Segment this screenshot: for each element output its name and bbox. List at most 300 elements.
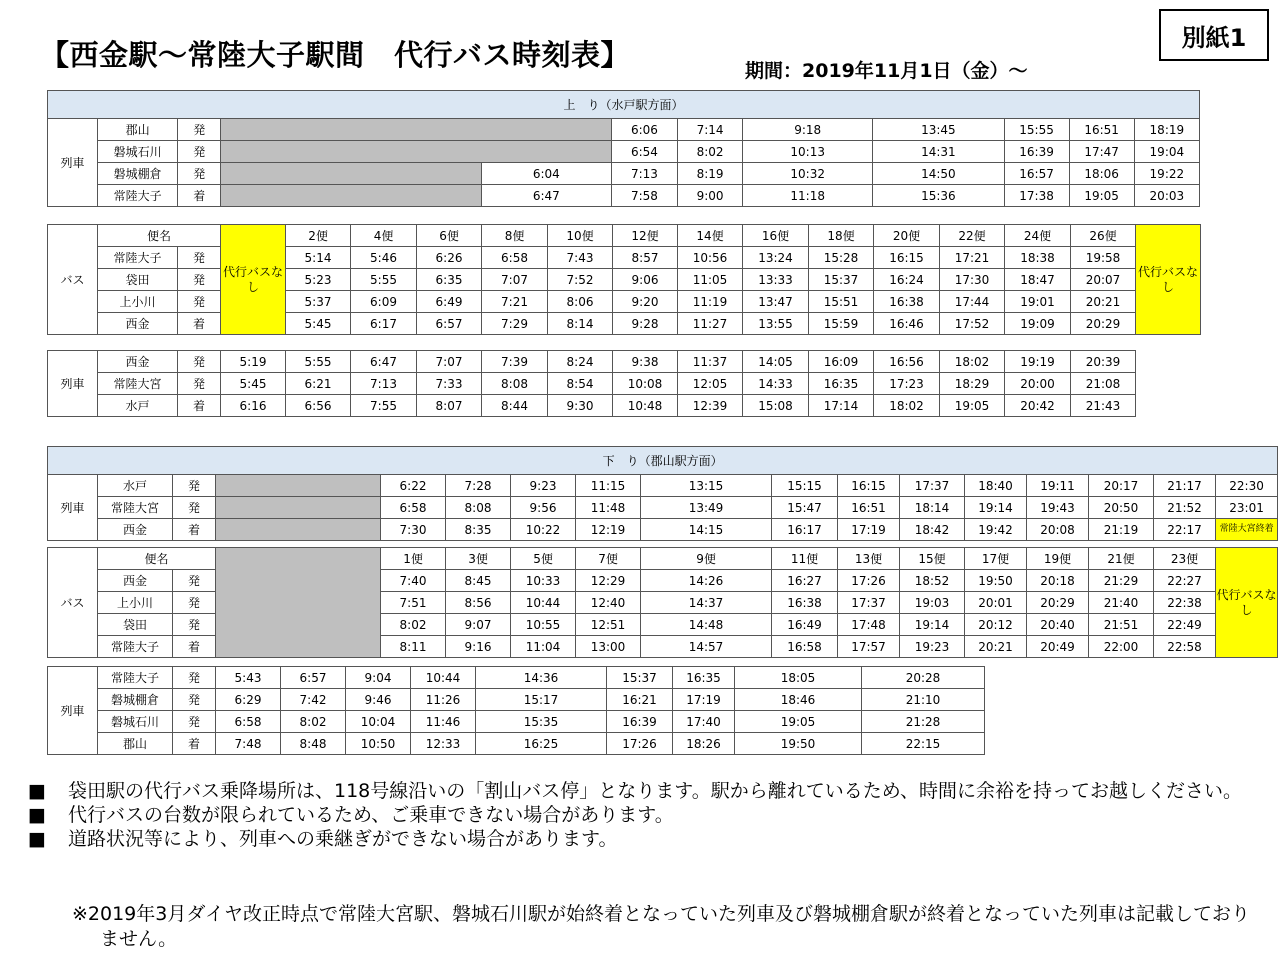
station-name: 西金 xyxy=(98,351,178,373)
time-cell: 16:39 xyxy=(607,711,673,733)
time-cell: 20:00 xyxy=(1005,373,1071,395)
time-cell: 14:50 xyxy=(873,163,1004,185)
time-cell: 12:39 xyxy=(678,395,743,417)
time-cell: 6:17 xyxy=(351,313,417,335)
time-cell: 6:58 xyxy=(482,247,548,269)
bin-number: 18便 xyxy=(809,225,874,247)
time-cell: 7:07 xyxy=(417,351,482,373)
note-text: 袋田駅の代行バス乗降場所は、118号線沿いの「割山バス停」となります。駅から離れているため、時間に余裕を持ってお越しください。 xyxy=(68,780,1242,802)
up-train-table-1 xyxy=(47,90,1200,207)
time-cell: 10:13 xyxy=(743,141,873,163)
row-group-label: バス xyxy=(48,548,98,658)
time-cell: 17:19 xyxy=(838,519,900,541)
time-cell: 16:51 xyxy=(1069,119,1134,141)
time-cell: 22:15 xyxy=(862,733,985,755)
time-cell: 7:40 xyxy=(381,570,446,592)
time-cell: 8:02 xyxy=(281,711,346,733)
time-cell: 16:35 xyxy=(673,667,735,689)
period-text: 期間：2019年11月1日（金）～ xyxy=(745,60,1028,82)
bin-number: 16便 xyxy=(743,225,809,247)
up-bus-table xyxy=(47,224,1201,335)
time-cell: 7:58 xyxy=(611,185,677,207)
dep-arr-marker: 発 xyxy=(178,163,221,185)
dep-arr-marker: 発 xyxy=(178,247,221,269)
station-name: 常陸大子 xyxy=(98,247,178,269)
time-cell: 16:25 xyxy=(476,733,607,755)
time-cell: 17:21 xyxy=(940,247,1005,269)
time-cell: 20:01 xyxy=(965,592,1027,614)
time-cell: 12:40 xyxy=(576,592,641,614)
station-name: 西金 xyxy=(98,313,178,335)
time-cell: 14:05 xyxy=(743,351,809,373)
time-cell: 21:43 xyxy=(1071,395,1136,417)
station-name: 常陸大子 xyxy=(98,667,173,689)
time-cell: 15:28 xyxy=(809,247,874,269)
dep-arr-marker: 着 xyxy=(173,519,216,541)
time-cell: 7:51 xyxy=(381,592,446,614)
time-cell: 8:14 xyxy=(548,313,613,335)
station-name: 郡山 xyxy=(98,733,173,755)
bin-number: 17便 xyxy=(965,548,1027,570)
bin-number: 19便 xyxy=(1027,548,1089,570)
time-cell: 7:07 xyxy=(482,269,548,291)
bin-label: 便名 xyxy=(98,225,221,247)
station-name: 上小川 xyxy=(98,291,178,313)
attachment-label: 別紙1 xyxy=(1159,9,1269,61)
note-text: 代行バスの台数が限られているため、ご乗車できない場合があります。 xyxy=(68,804,674,826)
time-cell: 10:22 xyxy=(511,519,576,541)
bin-number: 14便 xyxy=(678,225,743,247)
time-cell: 7:52 xyxy=(548,269,613,291)
time-cell: 20:07 xyxy=(1071,269,1136,291)
time-cell: 13:33 xyxy=(743,269,809,291)
time-cell: 8:08 xyxy=(482,373,548,395)
time-cell: 13:49 xyxy=(641,497,772,519)
time-cell: 15:35 xyxy=(476,711,607,733)
time-cell: 10:56 xyxy=(678,247,743,269)
time-cell: 19:14 xyxy=(965,497,1027,519)
time-cell: 13:15 xyxy=(641,475,772,497)
time-cell: 7:55 xyxy=(351,395,417,417)
time-cell: 6:49 xyxy=(417,291,482,313)
bin-label: 便名 xyxy=(98,548,216,570)
time-cell: 19:14 xyxy=(900,614,965,636)
station-name: 上小川 xyxy=(98,592,173,614)
time-cell: 15:59 xyxy=(809,313,874,335)
time-cell: 22:49 xyxy=(1154,614,1216,636)
time-cell: 7:42 xyxy=(281,689,346,711)
time-cell: 22:38 xyxy=(1154,592,1216,614)
time-cell: 5:55 xyxy=(351,269,417,291)
time-cell: 9:56 xyxy=(511,497,576,519)
time-cell: 18:38 xyxy=(1005,247,1071,269)
time-cell: 11:27 xyxy=(678,313,743,335)
time-cell: 18:05 xyxy=(735,667,862,689)
time-cell: 11:04 xyxy=(511,636,576,658)
time-cell: 20:21 xyxy=(1071,291,1136,313)
time-cell: 11:19 xyxy=(678,291,743,313)
time-cell: 16:17 xyxy=(772,519,838,541)
time-cell: 17:37 xyxy=(838,592,900,614)
terminates-note: 常陸大宮終着 xyxy=(1216,519,1278,541)
time-cell: 20:50 xyxy=(1089,497,1154,519)
time-cell: 13:55 xyxy=(743,313,809,335)
time-cell: 7:13 xyxy=(611,163,677,185)
bin-number: 12便 xyxy=(613,225,678,247)
down-train-table-2 xyxy=(47,666,985,755)
time-cell: 14:33 xyxy=(743,373,809,395)
time-cell: 19:23 xyxy=(900,636,965,658)
time-cell: 8:19 xyxy=(678,163,743,185)
time-cell: 18:47 xyxy=(1005,269,1071,291)
no-bus-cell: 代行バスなし xyxy=(1216,548,1278,658)
time-cell: 6:21 xyxy=(286,373,351,395)
time-cell: 17:52 xyxy=(940,313,1005,335)
time-cell: 21:29 xyxy=(1089,570,1154,592)
dep-arr-marker: 発 xyxy=(173,475,216,497)
time-cell: 20:17 xyxy=(1089,475,1154,497)
time-cell: 12:51 xyxy=(576,614,641,636)
time-cell: 16:27 xyxy=(772,570,838,592)
time-cell: 16:58 xyxy=(772,636,838,658)
time-cell: 9:16 xyxy=(446,636,511,658)
bin-number: 22便 xyxy=(940,225,1005,247)
time-cell: 13:24 xyxy=(743,247,809,269)
note-bullet: ■ xyxy=(28,780,46,802)
time-cell: 6:58 xyxy=(381,497,446,519)
note-item xyxy=(28,827,1248,851)
time-cell: 15:15 xyxy=(772,475,838,497)
no-service-cell xyxy=(221,141,612,163)
time-cell: 21:28 xyxy=(862,711,985,733)
time-cell: 21:51 xyxy=(1089,614,1154,636)
station-name: 郡山 xyxy=(98,119,178,141)
time-cell: 8:06 xyxy=(548,291,613,313)
time-cell: 6:09 xyxy=(351,291,417,313)
time-cell: 12:29 xyxy=(576,570,641,592)
time-cell: 15:55 xyxy=(1004,119,1069,141)
bin-number: 24便 xyxy=(1005,225,1071,247)
time-cell: 13:47 xyxy=(743,291,809,313)
down-bus-table xyxy=(47,547,1278,658)
time-cell: 8:08 xyxy=(446,497,511,519)
bin-number: 1便 xyxy=(381,548,446,570)
time-cell: 20:08 xyxy=(1027,519,1089,541)
time-cell: 9:07 xyxy=(446,614,511,636)
time-cell: 19:22 xyxy=(1134,163,1199,185)
time-cell: 6:54 xyxy=(611,141,677,163)
time-cell: 7:14 xyxy=(678,119,743,141)
time-cell: 17:26 xyxy=(607,733,673,755)
time-cell: 15:47 xyxy=(772,497,838,519)
no-service-cell xyxy=(216,475,381,497)
time-cell: 9:18 xyxy=(743,119,873,141)
note-bullet: ■ xyxy=(28,804,46,826)
dep-arr-marker: 発 xyxy=(173,667,216,689)
time-cell: 11:37 xyxy=(678,351,743,373)
time-cell: 16:51 xyxy=(838,497,900,519)
bin-number: 8便 xyxy=(482,225,548,247)
time-cell: 21:52 xyxy=(1154,497,1216,519)
row-group-label: 列車 xyxy=(48,667,98,755)
bin-number: 6便 xyxy=(417,225,482,247)
bin-number: 15便 xyxy=(900,548,965,570)
time-cell: 7:28 xyxy=(446,475,511,497)
time-cell: 22:00 xyxy=(1089,636,1154,658)
time-cell: 5:45 xyxy=(286,313,351,335)
note-bullet: ■ xyxy=(28,828,46,850)
time-cell: 6:56 xyxy=(286,395,351,417)
dep-arr-marker: 発 xyxy=(178,269,221,291)
time-cell: 17:23 xyxy=(874,373,940,395)
station-name: 水戸 xyxy=(98,475,173,497)
time-cell: 8:11 xyxy=(381,636,446,658)
time-cell: 10:48 xyxy=(613,395,678,417)
time-cell: 16:38 xyxy=(772,592,838,614)
bin-number: 10便 xyxy=(548,225,613,247)
time-cell: 6:35 xyxy=(417,269,482,291)
time-cell: 18:40 xyxy=(965,475,1027,497)
dep-arr-marker: 発 xyxy=(178,119,221,141)
time-cell: 9:00 xyxy=(678,185,743,207)
time-cell: 14:57 xyxy=(641,636,772,658)
time-cell: 10:44 xyxy=(511,592,576,614)
row-group-label: 列車 xyxy=(48,351,98,417)
no-bus-cell: 代行バスなし xyxy=(221,225,286,335)
station-name: 常陸大子 xyxy=(98,185,178,207)
time-cell: 17:14 xyxy=(809,395,874,417)
time-cell: 14:15 xyxy=(641,519,772,541)
time-cell: 6:47 xyxy=(351,351,417,373)
time-cell: 18:26 xyxy=(673,733,735,755)
time-cell: 7:48 xyxy=(216,733,281,755)
dep-arr-marker: 発 xyxy=(178,141,221,163)
note-item xyxy=(28,779,1248,803)
time-cell: 19:43 xyxy=(1027,497,1089,519)
time-cell: 14:26 xyxy=(641,570,772,592)
time-cell: 20:49 xyxy=(1027,636,1089,658)
station-name: 袋田 xyxy=(98,614,173,636)
time-cell: 19:05 xyxy=(735,711,862,733)
time-cell: 11:05 xyxy=(678,269,743,291)
time-cell: 16:56 xyxy=(874,351,940,373)
row-group-label: 列車 xyxy=(48,119,98,207)
dep-arr-marker: 着 xyxy=(178,185,221,207)
time-cell: 18:02 xyxy=(874,395,940,417)
no-service-cell xyxy=(221,185,481,207)
time-cell: 20:21 xyxy=(965,636,1027,658)
time-cell: 10:32 xyxy=(743,163,873,185)
bin-number: 5便 xyxy=(511,548,576,570)
time-cell: 11:26 xyxy=(411,689,476,711)
time-cell: 12:33 xyxy=(411,733,476,755)
time-cell: 6:58 xyxy=(216,711,281,733)
time-cell: 10:55 xyxy=(511,614,576,636)
time-cell: 16:15 xyxy=(838,475,900,497)
dep-arr-marker: 発 xyxy=(173,614,216,636)
time-cell: 15:37 xyxy=(809,269,874,291)
time-cell: 7:39 xyxy=(482,351,548,373)
time-cell: 16:57 xyxy=(1004,163,1069,185)
dep-arr-marker: 着 xyxy=(173,636,216,658)
time-cell: 9:38 xyxy=(613,351,678,373)
time-cell: 14:37 xyxy=(641,592,772,614)
time-cell: 20:29 xyxy=(1027,592,1089,614)
time-cell: 14:36 xyxy=(476,667,607,689)
page-title: 【西金駅～常陸大子駅間 代行バス時刻表】 xyxy=(40,38,631,72)
time-cell: 6:26 xyxy=(417,247,482,269)
dep-arr-marker: 発 xyxy=(173,711,216,733)
time-cell: 19:50 xyxy=(735,733,862,755)
notes-list xyxy=(28,779,1248,851)
time-cell: 13:45 xyxy=(873,119,1004,141)
time-cell: 5:23 xyxy=(286,269,351,291)
time-cell: 8:44 xyxy=(482,395,548,417)
time-cell: 8:54 xyxy=(548,373,613,395)
time-cell: 11:18 xyxy=(743,185,873,207)
time-cell: 19:05 xyxy=(940,395,1005,417)
bin-number: 21便 xyxy=(1089,548,1154,570)
station-name: 磐城棚倉 xyxy=(98,163,178,185)
time-cell: 20:40 xyxy=(1027,614,1089,636)
time-cell: 22:17 xyxy=(1154,519,1216,541)
time-cell: 6:06 xyxy=(611,119,677,141)
time-cell: 11:48 xyxy=(576,497,641,519)
time-cell: 14:48 xyxy=(641,614,772,636)
bin-number: 7便 xyxy=(576,548,641,570)
time-cell: 17:48 xyxy=(838,614,900,636)
up-train-table-2 xyxy=(47,350,1136,417)
time-cell: 9:20 xyxy=(613,291,678,313)
time-cell: 20:42 xyxy=(1005,395,1071,417)
time-cell: 17:57 xyxy=(838,636,900,658)
dep-arr-marker: 発 xyxy=(173,497,216,519)
time-cell: 20:03 xyxy=(1134,185,1199,207)
time-cell: 17:38 xyxy=(1004,185,1069,207)
time-cell: 12:05 xyxy=(678,373,743,395)
station-name: 常陸大宮 xyxy=(98,497,173,519)
dep-arr-marker: 着 xyxy=(178,395,221,417)
time-cell: 6:57 xyxy=(281,667,346,689)
time-cell: 21:40 xyxy=(1089,592,1154,614)
time-cell: 6:04 xyxy=(481,163,611,185)
time-cell: 7:13 xyxy=(351,373,417,395)
time-cell: 17:40 xyxy=(673,711,735,733)
time-cell: 17:19 xyxy=(673,689,735,711)
time-cell: 6:16 xyxy=(221,395,286,417)
time-cell: 19:05 xyxy=(1069,185,1134,207)
time-cell: 8:56 xyxy=(446,592,511,614)
bin-number: 13便 xyxy=(838,548,900,570)
time-cell: 10:04 xyxy=(346,711,411,733)
time-cell: 11:46 xyxy=(411,711,476,733)
time-cell: 7:21 xyxy=(482,291,548,313)
time-cell: 18:19 xyxy=(1134,119,1199,141)
dep-arr-marker: 発 xyxy=(173,592,216,614)
time-cell: 8:24 xyxy=(548,351,613,373)
time-cell: 7:33 xyxy=(417,373,482,395)
station-name: 常陸大子 xyxy=(98,636,173,658)
time-cell: 22:27 xyxy=(1154,570,1216,592)
time-cell: 8:48 xyxy=(281,733,346,755)
time-cell: 18:52 xyxy=(900,570,965,592)
time-cell: 15:37 xyxy=(607,667,673,689)
time-cell: 5:43 xyxy=(216,667,281,689)
time-cell: 18:02 xyxy=(940,351,1005,373)
no-service-cell xyxy=(216,548,381,658)
bin-number: 23便 xyxy=(1154,548,1216,570)
footnote: ※2019年3月ダイヤ改正時点で常陸大宮駅、磐城石川駅が始終着となっていた列車及び磐城棚倉駅が終着となっていた列車は記載しておりません。 xyxy=(72,903,1250,950)
time-cell: 6:22 xyxy=(381,475,446,497)
time-cell: 18:06 xyxy=(1069,163,1134,185)
time-cell: 16:38 xyxy=(874,291,940,313)
time-cell: 18:29 xyxy=(940,373,1005,395)
time-cell: 18:42 xyxy=(900,519,965,541)
time-cell: 8:35 xyxy=(446,519,511,541)
time-cell: 22:30 xyxy=(1216,475,1278,497)
time-cell: 21:10 xyxy=(862,689,985,711)
time-cell: 5:14 xyxy=(286,247,351,269)
time-cell: 19:50 xyxy=(965,570,1027,592)
note-item xyxy=(28,803,1248,827)
time-cell: 14:31 xyxy=(873,141,1004,163)
time-cell: 18:14 xyxy=(900,497,965,519)
time-cell: 9:28 xyxy=(613,313,678,335)
time-cell: 8:45 xyxy=(446,570,511,592)
time-cell: 16:49 xyxy=(772,614,838,636)
time-cell: 23:01 xyxy=(1216,497,1278,519)
time-cell: 16:15 xyxy=(874,247,940,269)
time-cell: 15:17 xyxy=(476,689,607,711)
time-cell: 16:24 xyxy=(874,269,940,291)
time-cell: 10:44 xyxy=(411,667,476,689)
station-name: 袋田 xyxy=(98,269,178,291)
down-train-table-1 xyxy=(47,446,1278,541)
time-cell: 17:30 xyxy=(940,269,1005,291)
time-cell: 15:36 xyxy=(873,185,1004,207)
time-cell: 7:43 xyxy=(548,247,613,269)
dep-arr-marker: 発 xyxy=(173,689,216,711)
time-cell: 16:09 xyxy=(809,351,874,373)
time-cell: 19:01 xyxy=(1005,291,1071,313)
time-cell: 17:37 xyxy=(900,475,965,497)
time-cell: 13:00 xyxy=(576,636,641,658)
bin-number: 11便 xyxy=(772,548,838,570)
time-cell: 19:09 xyxy=(1005,313,1071,335)
time-cell: 22:58 xyxy=(1154,636,1216,658)
down-direction-header: 下 り（郡山駅方面） xyxy=(48,447,1278,475)
time-cell: 10:08 xyxy=(613,373,678,395)
time-cell: 12:19 xyxy=(576,519,641,541)
station-name: 西金 xyxy=(98,570,173,592)
time-cell: 19:42 xyxy=(965,519,1027,541)
time-cell: 20:12 xyxy=(965,614,1027,636)
time-cell: 21:17 xyxy=(1154,475,1216,497)
time-cell: 20:29 xyxy=(1071,313,1136,335)
time-cell: 16:35 xyxy=(809,373,874,395)
time-cell: 11:15 xyxy=(576,475,641,497)
bin-number: 2便 xyxy=(286,225,351,247)
time-cell: 15:08 xyxy=(743,395,809,417)
no-service-cell xyxy=(221,119,612,141)
dep-arr-marker: 発 xyxy=(178,373,221,395)
bin-number: 9便 xyxy=(641,548,772,570)
time-cell: 8:02 xyxy=(381,614,446,636)
bin-number: 20便 xyxy=(874,225,940,247)
time-cell: 5:46 xyxy=(351,247,417,269)
time-cell: 9:46 xyxy=(346,689,411,711)
time-cell: 19:04 xyxy=(1134,141,1199,163)
